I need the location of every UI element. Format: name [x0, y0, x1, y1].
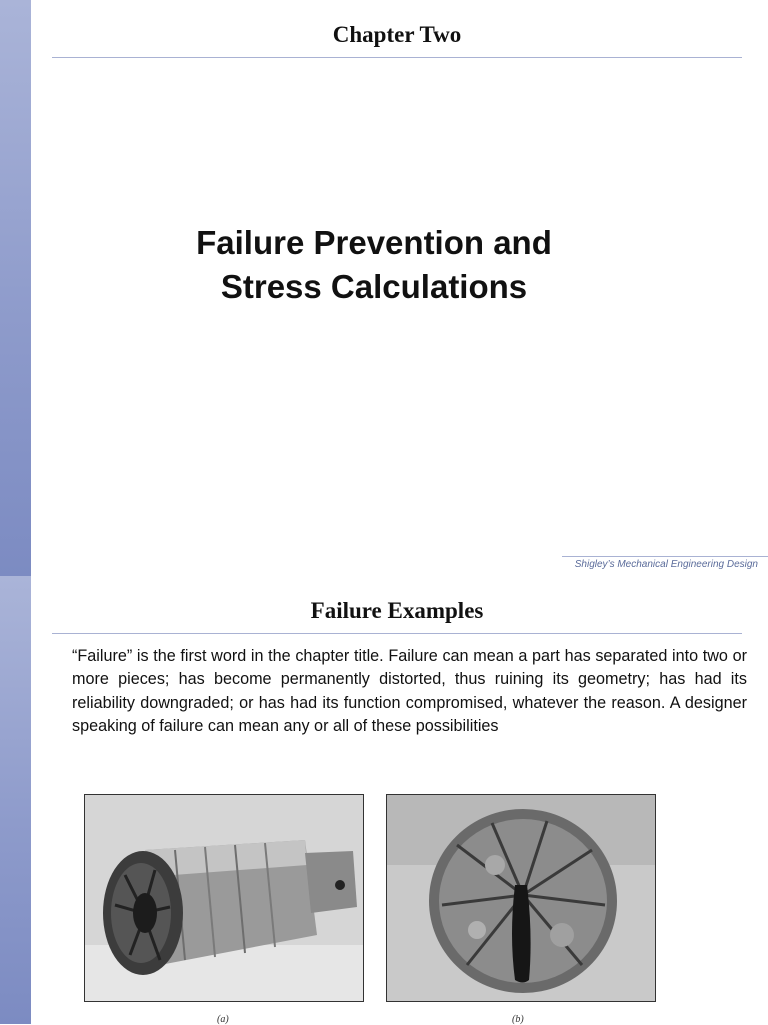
footer-rule [562, 556, 768, 557]
slide-footer: Shigley’s Mechanical Engineering Design [574, 559, 758, 570]
failed-shaft-photo [84, 794, 364, 1002]
heading-rule [52, 57, 742, 58]
slide-title [120, 221, 628, 309]
fracture-surface-photo [386, 794, 656, 1002]
side-band [0, 576, 31, 1024]
fracture-surface-illustration [387, 795, 655, 1001]
failed-shaft-illustration [85, 795, 363, 1001]
body-paragraph: “Failure” is the first word in the chapter title. Failure can mean a part has separated into two or more pieces; has become permanently distorted, thus ruining its geometry; has had its reliability downgraded; or has had its function compromised, whatever the reason. A designer speaking of failure can mean any or all of these possibilities [72, 647, 747, 736]
slide-heading: Failure Examples [310, 598, 484, 623]
side-band [0, 0, 31, 576]
chapter-heading: Chapter Two [332, 22, 462, 47]
slide-title-line-2: Stress Calculations [220, 268, 528, 305]
figure-caption-a: (a) [217, 1014, 229, 1025]
heading-rule [52, 633, 742, 634]
slide-title-line-1: Failure Prevention and [196, 224, 552, 261]
figure-caption-b: (b) [512, 1014, 524, 1025]
